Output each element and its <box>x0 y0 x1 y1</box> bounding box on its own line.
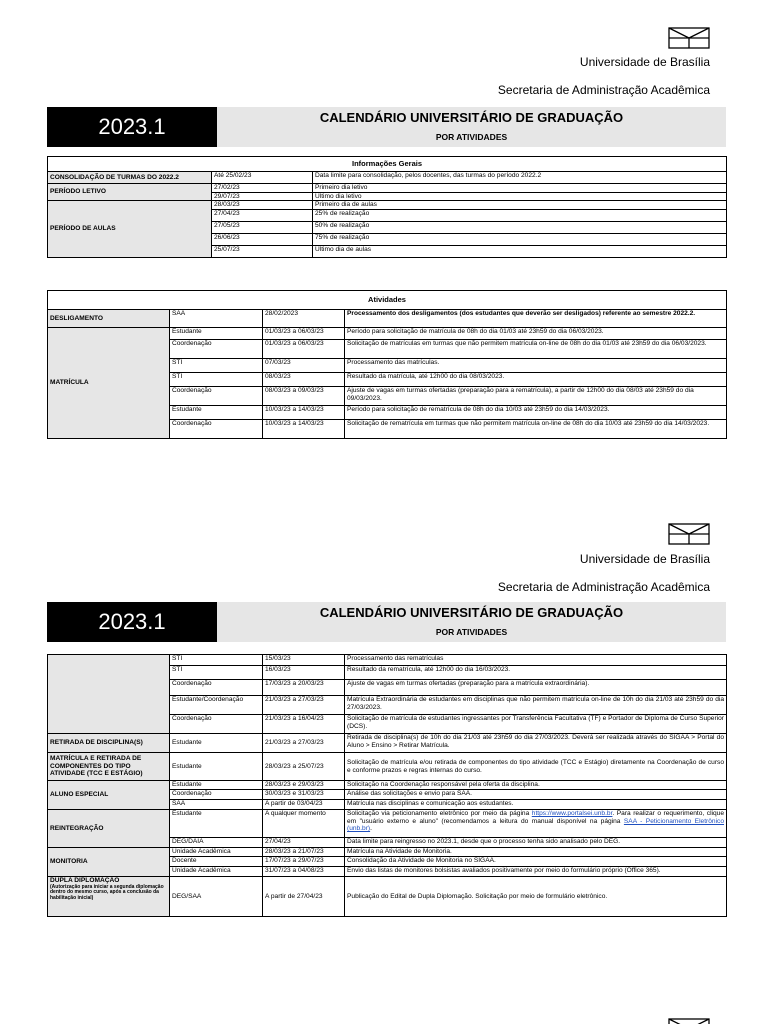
semester-year: 2023.1 <box>47 107 217 147</box>
description-cell: Primeiro dia letivo <box>313 184 727 193</box>
description-cell: Publicação do Edital de Dupla Diplomação. Solicitação por meio de formulário eletrônico. <box>345 877 727 917</box>
date-cell: 27/04/23 <box>263 838 345 848</box>
date-cell: 28/03/23 a 25/07/23 <box>263 753 345 781</box>
date-cell: 30/03/23 e 31/03/23 <box>263 790 345 800</box>
calendar-title: CALENDÁRIO UNIVERSITÁRIO DE GRADUAÇÃO <box>319 605 624 620</box>
category-cell: MATRÍCULA <box>48 328 170 439</box>
description-cell: Ajuste de vagas em turmas ofertadas (preparação para a rematrícula), a partir de 12h00 do dia 08/03 até 23h59 do dia 09/03/2023. <box>345 387 727 406</box>
responsible-cell: SAA <box>170 800 263 810</box>
unb-logo-icon <box>668 27 710 49</box>
description-cell: Matrícula nas disciplinas e comunicação aos estudantes. <box>345 800 727 810</box>
description-cell: Consolidação da Atividade de Monitoria no SIGAA. <box>345 857 727 867</box>
description-cell: Primeiro dia de aulas <box>313 201 727 210</box>
description-cell: Ajuste de vagas em turmas ofertadas (preparação para a matrícula extraordinária). <box>345 680 727 696</box>
unb-logo-icon <box>668 523 710 545</box>
date-cell: 28/03/23 <box>212 201 313 210</box>
category-cell: PERÍODO DE AULAS <box>48 201 212 258</box>
next-page-logo-icon <box>668 1018 710 1024</box>
category-cell: RETIRADA DE DISCIPLINA(S) <box>48 734 170 753</box>
responsible-cell: Coordenação <box>170 420 263 439</box>
description-cell: Período para solicitação de rematrícula de 08h do dia 10/03 até 23h59 do dia 14/03/2023. <box>345 406 727 420</box>
responsible-cell: SAA <box>170 310 263 328</box>
reintegration-text-a: Solicitação via peticionamento eletrônico por meio da página <box>347 810 532 817</box>
date-cell: 28/02/2023 <box>263 310 345 328</box>
title-banner <box>217 107 726 147</box>
date-cell: 27/05/23 <box>212 221 313 233</box>
date-cell: 10/03/23 a 14/03/23 <box>263 420 345 439</box>
responsible-cell: DEG/SAA <box>170 877 263 917</box>
date-cell: 25/07/23 <box>212 245 313 257</box>
description-cell: Processamento das rematrículas <box>345 655 727 666</box>
calendar-title: CALENDÁRIO UNIVERSITÁRIO DE GRADUAÇÃO <box>319 110 624 125</box>
responsible-cell: STI <box>170 373 263 387</box>
general-info-table <box>47 156 727 258</box>
title-banner <box>217 602 726 642</box>
description-cell: Último dia de aulas <box>313 245 727 257</box>
responsible-cell: Estudante <box>170 810 263 838</box>
date-cell: Até 25/02/23 <box>212 172 313 184</box>
date-cell: 17/03/23 a 20/03/23 <box>263 680 345 696</box>
responsible-cell: STI <box>170 359 263 373</box>
date-cell: 08/03/23 <box>263 373 345 387</box>
date-cell: 27/02/23 <box>212 184 313 193</box>
responsible-cell: Coordenação <box>170 340 263 359</box>
category-note: (Autorização para iniciar a segunda diplomação dentro do mesmo curso, após a conclusão da habilitação inicial) <box>50 883 164 901</box>
description-cell: Último dia letivo <box>313 192 727 201</box>
reintegration-text-b: . Para realizar o requerimento, clique em "usuário externo e aluno" (recomendamos a leitura do manual disponível na página <box>347 810 724 825</box>
date-cell: 28/03/23 a 21/07/23 <box>263 848 345 857</box>
description-cell: Processamento das matrículas. <box>345 359 727 373</box>
responsible-cell: STI <box>170 666 263 680</box>
date-cell: 21/03/23 a 27/03/23 <box>263 734 345 753</box>
description-cell: Solicitação de rematrícula em turmas que não permitem matrícula on-line de 08h do dia 10/03 até 23h59 do dia 14/03/2023. <box>345 420 727 439</box>
category-cell: REINTEGRAÇÃO <box>48 810 170 848</box>
description-cell: 25% de realização <box>313 209 727 221</box>
responsible-cell: Unidade Acadêmica <box>170 867 263 877</box>
date-cell: A partir de 27/04/23 <box>263 877 345 917</box>
date-cell: A qualquer momento <box>263 810 345 838</box>
activities-table-continued <box>47 654 727 917</box>
secretariat-name: Secretaria de Administração Acadêmica <box>497 83 710 97</box>
reintegration-text-c: . <box>370 825 372 833</box>
semester-year: 2023.1 <box>47 602 217 642</box>
description-cell: 50% de realização <box>313 221 727 233</box>
category-cell: DESLIGAMENTO <box>48 310 170 328</box>
calendar-subtitle: POR ATIVIDADES <box>435 132 508 142</box>
university-name: Universidade de Brasília <box>579 55 710 69</box>
date-cell: 28/03/23 e 29/03/23 <box>263 781 345 790</box>
date-cell: 27/04/23 <box>212 209 313 221</box>
description-cell: Análise das solicitações e envio para SAA. <box>345 790 727 800</box>
category-cell <box>48 877 170 917</box>
date-cell: 31/07/23 a 04/08/23 <box>263 867 345 877</box>
responsible-cell: Estudante <box>170 734 263 753</box>
date-cell: 26/06/23 <box>212 233 313 245</box>
description-cell: Solicitação de matrícula e/ou retirada de componentes do tipo atividade (TCC e Estágio) diretamente na Coordenação de curso e conforme prazos e regras internas do curso. <box>345 753 727 781</box>
category-cell: MONITORIA <box>48 848 170 877</box>
date-cell: 15/03/23 <box>263 655 345 666</box>
portalsei-link[interactable]: https://www.portalsei.unb.br <box>531 810 613 817</box>
university-name: Universidade de Brasília <box>579 552 710 566</box>
description-cell: 75% de realização <box>313 233 727 245</box>
category-cell: CONSOLIDAÇÃO DE TURMAS DO 2022.2 <box>48 172 212 184</box>
responsible-cell: Estudante <box>170 328 263 340</box>
description-cell: Matrícula Extraordinária de estudantes em disciplinas que não permitem matrícula on-line de 10h do dia 21/03 até 23h59 do dia 27/03/2023. <box>345 696 727 715</box>
category-cell: PERÍODO LETIVO <box>48 184 212 201</box>
saa-peticionamento-link[interactable]: SAA - Peticionamento Eletrônico (unb.br) <box>347 817 724 833</box>
description-cell: Solicitação na Coordenação responsável pela oferta da disciplina. <box>345 781 727 790</box>
date-cell: 07/03/23 <box>263 359 345 373</box>
date-cell: 21/03/23 a 16/04/23 <box>263 715 345 734</box>
date-cell: 01/03/23 a 06/03/23 <box>263 328 345 340</box>
general-info-caption: Informações Gerais <box>48 157 727 172</box>
description-cell: Data limite para consolidação, pelos docentes, das turmas do período 2022.2 <box>313 172 727 184</box>
responsible-cell: Estudante <box>170 406 263 420</box>
responsible-cell: Estudante/Coordenação <box>170 696 263 715</box>
description-cell: Solicitação de matrículas em turmas que não permitem matrícula on-line de 08h do dia 01/03 até 23h59 do dia 06/03/2023. <box>345 340 727 359</box>
responsible-cell: Coordenação <box>170 680 263 696</box>
activities-table <box>47 290 727 439</box>
description-cell <box>345 810 727 838</box>
secretariat-name: Secretaria de Administração Acadêmica <box>497 580 710 594</box>
responsible-cell: Unidade Acadêmica <box>170 848 263 857</box>
responsible-cell: Coordenação <box>170 387 263 406</box>
date-cell: A partir de 03/04/23 <box>263 800 345 810</box>
responsible-cell: Estudante <box>170 753 263 781</box>
activities-caption: Atividades <box>48 291 727 310</box>
responsible-cell: Coordenação <box>170 715 263 734</box>
description-cell: Retirada de disciplina(s) de 10h do dia 21/03 até 23h59 do dia 27/03/2023. Deverá ser realizada através do SIGAA > Portal do Aluno > Ensino > Retirar Matrícula. <box>345 734 727 753</box>
description-cell: Data limite para reingresso no 2023.1, desde que o processo tenha sido analisado pelo DEG. <box>345 838 727 848</box>
responsible-cell: STI <box>170 655 263 666</box>
responsible-cell: Docente <box>170 857 263 867</box>
category-title: DUPLA DIPLOMAÇÃO <box>50 877 120 884</box>
responsible-cell: Estudante <box>170 781 263 790</box>
description-cell: Solicitação de matrícula de estudantes ingressantes por Transferência Facultativa (TF) e Portador de Diploma de Curso Superior (DCS). <box>345 715 727 734</box>
responsible-cell: Coordenação <box>170 790 263 800</box>
category-cell: ALUNO ESPECIAL <box>48 781 170 810</box>
date-cell: 08/03/23 a 09/03/23 <box>263 387 345 406</box>
description-cell: Resultado da matrícula, até 12h00 do dia 08/03/2023. <box>345 373 727 387</box>
date-cell: 29/07/23 <box>212 192 313 201</box>
category-cell: MATRÍCULA E RETIRADA DE COMPONENTES DO TIPO ATIVIDADE (TCC E ESTÁGIO) <box>48 753 170 781</box>
category-cell <box>48 655 170 734</box>
description-cell: Envio das listas de monitores bolsistas avaliados positivamente por meio do formulário próprio (Office 365). <box>345 867 727 877</box>
date-cell: 16/03/23 <box>263 666 345 680</box>
description-cell: Matrícula na Atividade de Monitoria. <box>345 848 727 857</box>
date-cell: 17/07/23 a 29/07/23 <box>263 857 345 867</box>
responsible-cell: DEG/DAIA <box>170 838 263 848</box>
date-cell: 01/03/23 a 06/03/23 <box>263 340 345 359</box>
date-cell: 10/03/23 a 14/03/23 <box>263 406 345 420</box>
description-cell: Período para solicitação de matrícula de 08h do dia 01/03 até 23h59 do dia 06/03/2023. <box>345 328 727 340</box>
description-cell: Processamento dos desligamentos (dos estudantes que deverão ser desligados) referente ao semestre 2022.2. <box>345 310 727 328</box>
date-cell: 21/03/23 a 27/03/23 <box>263 696 345 715</box>
description-cell: Resultado da rematrícula, até 12h00 do dia 16/03/2023. <box>345 666 727 680</box>
calendar-subtitle: POR ATIVIDADES <box>435 627 508 637</box>
